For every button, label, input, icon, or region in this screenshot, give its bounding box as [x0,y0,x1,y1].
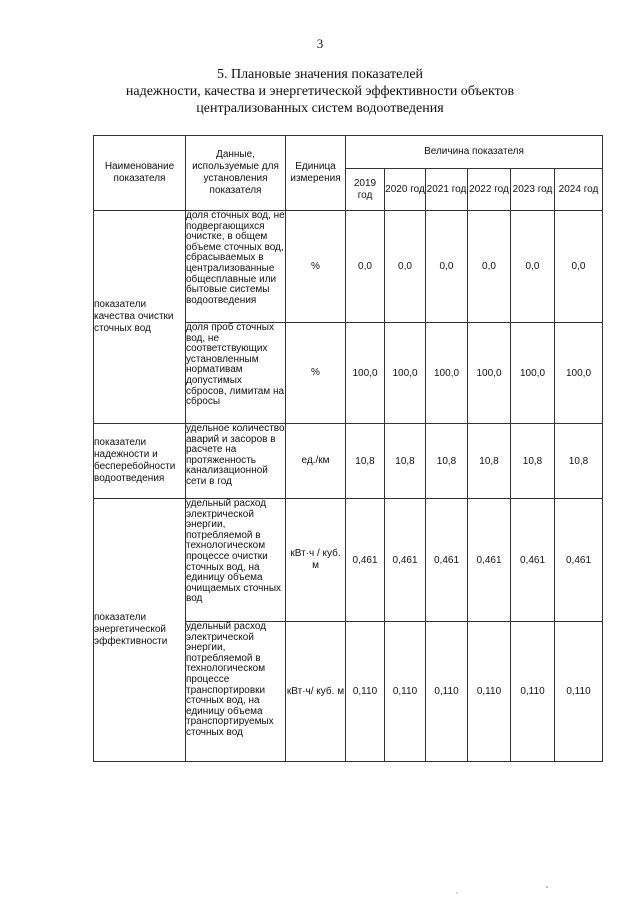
unit-cell: ед./км [286,424,346,499]
value-cell: 0,461 [555,499,603,622]
header-year: 2020 год [385,169,426,211]
value-cell: 10,8 [468,424,511,499]
indicator-group-name: показатели качества очистки сточных вод [94,211,186,424]
value-cell: 100,0 [385,323,426,424]
table-row [94,499,603,622]
header-indicator-name: Наименование показателя [94,136,186,211]
unit-cell: % [286,211,346,323]
value-cell: 10,8 [511,424,555,499]
title-line-3: централизованных систем водоотведения [196,101,444,116]
header-year: 2019 год [346,169,385,211]
value-cell: 0,110 [511,622,555,762]
value-cell: 0,110 [426,622,468,762]
table-row [94,211,603,323]
value-cell: 0,461 [385,499,426,622]
page-number: 3 [316,36,324,51]
value-cell: 0,461 [426,499,468,622]
source-data-cell: доля проб сточных вод, не соответствующих установленным нормативам допустимых сбросов, лимитам на сбросы [186,323,286,424]
value-cell: 0,461 [346,499,385,622]
value-cell: 0,110 [385,622,426,762]
header-indicator-value: Величина показателя [346,136,603,169]
header-year: 2024 год [555,169,603,211]
header-year: 2023 год [511,169,555,211]
value-cell: 100,0 [426,323,468,424]
value-cell: 100,0 [468,323,511,424]
value-cell: 0,110 [346,622,385,762]
value-cell: 0,0 [555,211,603,323]
header-unit: Единица измерения [286,136,346,211]
value-cell: 10,8 [385,424,426,499]
value-cell: 0,0 [426,211,468,323]
value-cell: 100,0 [511,323,555,424]
value-cell: 0,0 [468,211,511,323]
source-data-cell: доля сточных вод, не подвергающихся очистке, в общем объеме сточных вод, сбрасываемых в централизованные общесплавные или бытовые системы водоотведения [186,211,286,323]
indicators-table [93,135,603,762]
value-cell: 100,0 [346,323,385,424]
source-data-cell: удельный расход электрической энергии, потребляемой в технологическом процессе очистки сточных вод, на единицу объема очищаемых сточных вод [186,499,286,622]
value-cell: 0,461 [468,499,511,622]
scan-speck [456,892,457,893]
header-year: 2022 год [468,169,511,211]
value-cell: 0,0 [346,211,385,323]
value-cell: 0,0 [511,211,555,323]
unit-cell: кВт·ч/ куб. м [286,622,346,762]
indicator-group-name: показатели надежности и бесперебойности водоотведения [94,424,186,499]
indicator-group-name: показатели энергетической эффективности [94,499,186,762]
value-cell: 10,8 [555,424,603,499]
value-cell: 100,0 [555,323,603,424]
header-year: 2021 год [426,169,468,211]
value-cell: 10,8 [346,424,385,499]
value-cell: 0,110 [468,622,511,762]
value-cell: 0,0 [385,211,426,323]
source-data-cell: удельный расход электрической энергии, потребляемой в технологическом процессе транспортировки сточных вод, на единицу объема транспортируемых сточных вод [186,622,286,762]
value-cell: 0,461 [511,499,555,622]
table-row [94,424,603,499]
header-source-data: Данные, используемые для установления показателя [186,136,286,211]
title-line-2: надежности, качества и энергетической эффективности объектов [125,84,515,99]
value-cell: 0,110 [555,622,603,762]
unit-cell: % [286,323,346,424]
title-line-1: 5. Плановые значения показателей [216,67,424,82]
value-cell: 10,8 [426,424,468,499]
unit-cell: кВт·ч / куб. м [286,499,346,622]
scan-speck [546,886,548,888]
section-title [0,66,640,117]
source-data-cell: удельное количество аварий и засоров в расчете на протяженность канализационной сети в год [186,424,286,499]
